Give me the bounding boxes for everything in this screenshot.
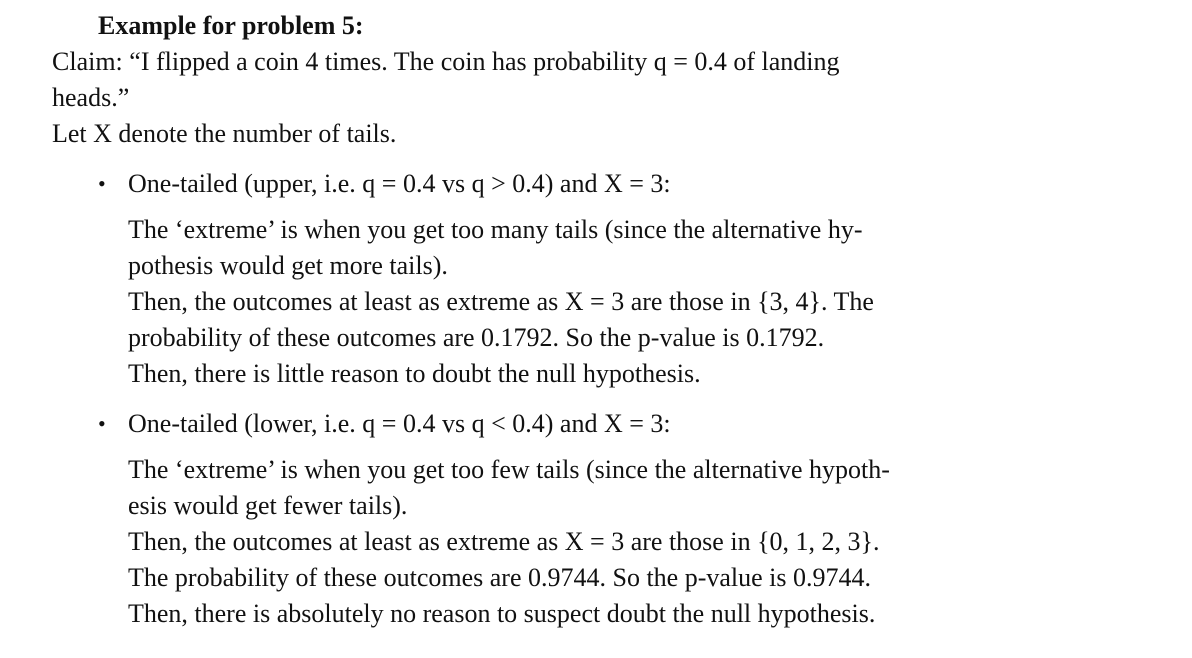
bullet-upper-line-1: The ‘extreme’ is when you get too many tails (since the alternative hy-	[128, 215, 863, 244]
bullet-lower-line-4: The probability of these outcomes are 0.9744. So the p-value is 0.9744.	[128, 563, 872, 592]
problem-heading: Example for problem 5:	[98, 11, 364, 40]
bullet-lower-line-1: The ‘extreme’ is when you get too few tails (since the alternative hypoth-	[128, 455, 890, 484]
bullet-lower-title: One-tailed (lower, i.e. q = 0.4 vs q < 0.4) and X = 3:	[128, 409, 671, 438]
claim-line-2: heads.”	[52, 83, 130, 112]
bullet-dot-icon: •	[98, 411, 106, 436]
bullet-upper-tail	[98, 166, 1092, 392]
bullet-lower-line-5: Then, there is absolutely no reason to suspect doubt the null hypothesis.	[128, 599, 876, 628]
definition-line: Let X denote the number of tails.	[52, 119, 397, 148]
bullet-upper-body	[128, 212, 1092, 392]
bullet-dot-icon: •	[98, 171, 106, 196]
claim-line-1: Claim: “I flipped a coin 4 times. The coin has probability q = 0.4 of landing	[52, 47, 840, 76]
bullet-lower-line-2: esis would get fewer tails).	[128, 491, 408, 520]
document	[52, 8, 1092, 632]
bullet-upper-title: One-tailed (upper, i.e. q = 0.4 vs q > 0.4) and X = 3:	[128, 169, 671, 198]
bullet-upper-line-2: pothesis would get more tails).	[128, 251, 448, 280]
bullet-lower-body	[128, 452, 1092, 632]
bullet-upper-line-5: Then, there is little reason to doubt the null hypothesis.	[128, 359, 701, 388]
bullet-lower-head	[98, 406, 1092, 442]
bullet-upper-head	[98, 166, 1092, 202]
bullet-lower-tail	[98, 406, 1092, 632]
bullet-upper-line-3: Then, the outcomes at least as extreme as X = 3 are those in {3, 4}. The	[128, 287, 874, 316]
bullet-upper-line-4: probability of these outcomes are 0.1792. So the p-value is 0.1792.	[128, 323, 825, 352]
bullet-lower-line-3: Then, the outcomes at least as extreme as X = 3 are those in {0, 1, 2, 3}.	[128, 527, 880, 556]
